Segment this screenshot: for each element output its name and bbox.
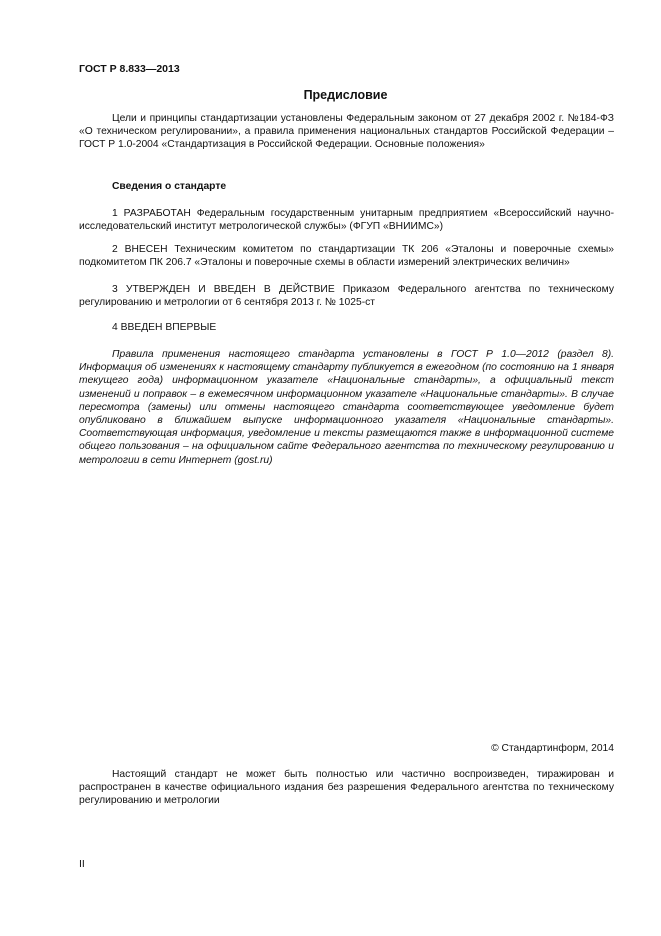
info-item-developed: 1 РАЗРАБОТАН Федеральным государственным унитарным предприятием «Всероссийский научно-исследовательский институт метрологической службы» (ФГУП «ВНИИМС»)	[79, 208, 614, 233]
standard-info-heading: Сведения о стандарте	[112, 181, 227, 192]
page-number: II	[79, 858, 85, 870]
info-item-submitted: 2 ВНЕСЕН Техническим комитетом по стандартизации ТК 206 «Эталоны и поверочные схемы» подкомитетом ПК 206.7 «Эталоны и поверочные схемы в области измерений электрических величин»	[79, 244, 614, 269]
copyright-line: © Стандартинформ, 2014	[491, 743, 614, 754]
foreword-title: Предисловие	[303, 88, 388, 102]
foreword-intro: Цели и принципы стандартизации установлены Федеральным законом от 27 декабря 2002 г. №184-ФЗ «О техническом регулировании», а правила применения национальных стандартов Российской Федерации – ГОСТ Р 1.0-2004 «Стандартизация в Российской Федерации. Основные положения»	[79, 113, 614, 151]
info-item-first-introduced: 4 ВВЕДЕН ВПЕРВЫЕ	[112, 322, 217, 333]
application-rules-notice: Правила применения настоящего стандарта установлены в ГОСТ Р 1.0—2012 (раздел 8). Информация об изменениях к настоящему стандарту публикуется в ежегодном (по состоянию на 1 января текущего года) информационном указателе «Национальные стандарты», а официальный текст изменений и поправок – в ежемесячном информационном указателе «Национальные стандарты». В случае пересмотра (замены) или отмены настоящего стандарта соответствующее уведомление будет опубликовано в ближайшем выпуске информационного указателя «Национальные стандарты». Соответствующая информация, уведомление и тексты размещаются также в информационной системе общего пользования – на официальном сайте Федерального агентства по техническому регулированию и метрологии в сети Интернет (gost.ru)	[79, 349, 614, 466]
reproduction-notice: Настоящий стандарт не может быть полностью или частично воспроизведен, тиражирован и распространен в качестве официального издания без разрешения Федерального агентства по техническому регулированию и метрологии	[79, 769, 614, 807]
info-item-approved: 3 УТВЕРЖДЕН И ВВЕДЕН В ДЕЙСТВИЕ Приказом Федерального агентства по техническому регулированию и метрологии от 6 сентября 2013 г. № 1025-ст	[79, 284, 614, 309]
standard-code: ГОСТ Р 8.833—2013	[79, 63, 180, 75]
